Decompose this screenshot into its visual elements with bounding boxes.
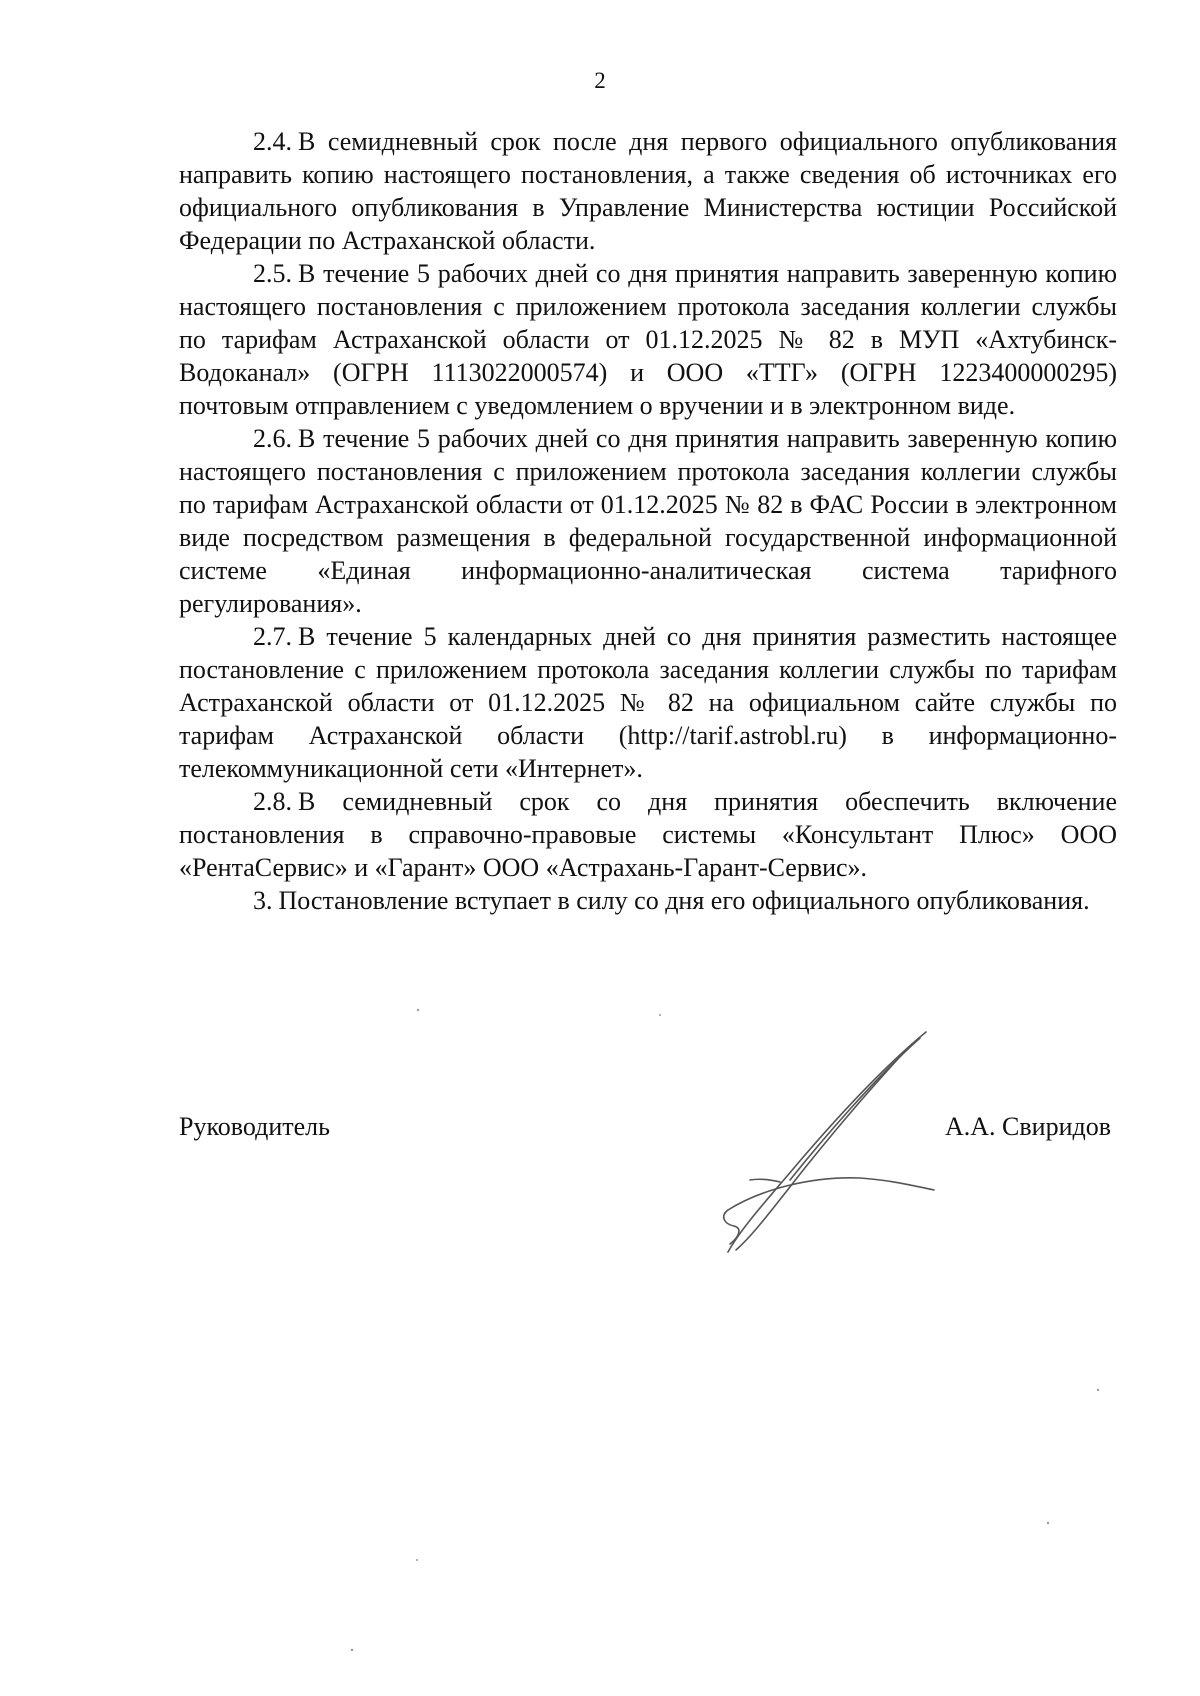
paragraph-text: В семидневный срок со дня принятия обеспечить включение постановления в справочно-правовые системы «Консультант Плюс» ООО «РентаСервис» и «Гарант» ООО «Астрахань-Гарант-Сервис». bbox=[179, 787, 1117, 882]
paragraph-text: В семидневный срок после дня первого официального опубликования направить копию настоящего постановления, а также сведения об источниках его официального опубликования в Управление Министерства юстиции Российской Федерации по Астраханской области. bbox=[179, 127, 1117, 255]
paragraph-number: 2.5. bbox=[253, 259, 292, 288]
page-number: 2 bbox=[594, 68, 606, 93]
paragraph-number: 2.4. bbox=[253, 127, 292, 156]
signer-role: Руководитель bbox=[179, 1112, 330, 1141]
document-body bbox=[179, 125, 1117, 917]
paragraph-2-8 bbox=[179, 785, 1117, 884]
paragraph-number: 2.8. bbox=[253, 787, 292, 816]
paragraph-text: В течение 5 рабочих дней со дня принятия направить заверенную копию настоящего постановления с приложением протокола заседания коллегии службы по тарифам Астраханской области от 01.12.2025 № 82 в МУП «Ахтубинск-Водоканал» (ОГРН 1113022000574) и ООО «ТТГ» (ОГРН 1223400000295) почтовым отправлением с уведомлением о вручении и в электронном виде. bbox=[179, 259, 1117, 420]
paragraph-number: 2.7. bbox=[253, 622, 292, 651]
paragraph-2-7 bbox=[179, 620, 1117, 785]
paragraph-number: 3. bbox=[253, 886, 273, 915]
paragraph-2-6 bbox=[179, 422, 1117, 620]
paragraph-text: В течение 5 рабочих дней со дня принятия направить заверенную копию настоящего постановления с приложением протокола заседания коллегии службы по тарифам Астраханской области от 01.12.2025 № 82 в ФАС России в электронном виде посредством размещения в федеральной государственной информационной системе «Единая информационно-аналитическая система тарифного регулирования». bbox=[179, 424, 1117, 618]
signer-name: А.А. Свиридов bbox=[944, 1112, 1111, 1141]
handwritten-signature bbox=[690, 1030, 950, 1260]
paragraph-3 bbox=[179, 884, 1117, 917]
paragraph-text: В течение 5 календарных дней со дня принятия разместить настоящее постановление с приложением протокола заседания коллегии службы по тарифам Астраханской области от 01.12.2025 № 82 на официальном сайте службы по тарифам Астраханской области (http://tarif.astrobl.ru) в информационно-телекоммуникационной сети «Интернет». bbox=[179, 622, 1117, 783]
paragraph-text: Постановление вступает в силу со дня его официального опубликования. bbox=[278, 886, 1090, 915]
paragraph-number: 2.6. bbox=[253, 424, 292, 453]
signature-block bbox=[179, 1110, 1117, 1150]
paragraph-2-4 bbox=[179, 125, 1117, 257]
paragraph-2-5 bbox=[179, 257, 1117, 422]
